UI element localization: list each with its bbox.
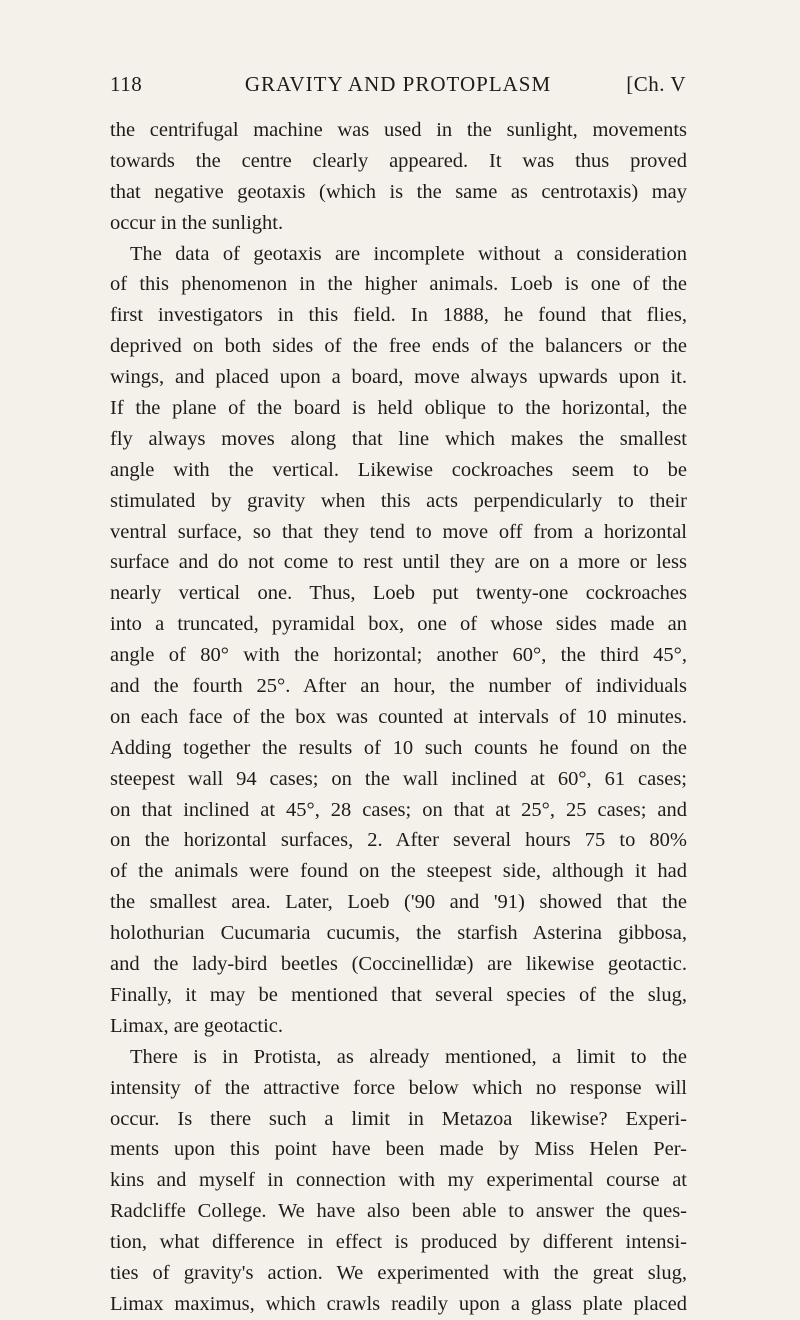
text-line: stimulated by gravity when this acts perpendicularly to their bbox=[110, 489, 687, 512]
text-line: holothurian Cucumaria cucumis, the starfish Asterina gibbosa, bbox=[110, 922, 687, 945]
text-line: ties of gravity's action. We experimented with the great slug, bbox=[110, 1261, 687, 1284]
text-line: fly always moves along that line which makes the smallest bbox=[110, 427, 687, 450]
running-head bbox=[110, 72, 686, 102]
text-line: occur. Is there such a limit in Metazoa likewise? Experi- bbox=[110, 1107, 687, 1130]
text-line: If the plane of the board is held oblique to the horizontal, the bbox=[110, 397, 687, 420]
text-line: Adding together the results of 10 such counts he found on the bbox=[110, 736, 687, 759]
running-title: GRAVITY AND PROTOPLASM bbox=[244, 72, 552, 96]
text-line: occur in the sunlight. bbox=[110, 211, 284, 234]
text-line: on each face of the box was counted at intervals of 10 minutes. bbox=[110, 705, 687, 728]
text-line: on the horizontal surfaces, 2. After several hours 75 to 80% bbox=[110, 829, 687, 852]
text-line: tion, what difference in effect is produced by different intensi- bbox=[110, 1231, 687, 1254]
page-number: 118 bbox=[110, 72, 143, 96]
text-line: Radcliffe College. We have also been able to answer the ques- bbox=[110, 1200, 687, 1223]
text-line: that negative geotaxis (which is the same as centrotaxis) may bbox=[110, 180, 687, 203]
text-line: Limax maximus, which crawls readily upon a glass plate placed bbox=[110, 1292, 687, 1315]
text-line: ventral surface, so that they tend to move off from a horizontal bbox=[110, 520, 687, 543]
text-line: into a truncated, pyramidal box, one of whose sides made an bbox=[110, 613, 687, 636]
text-line: Limax, are geotactic. bbox=[110, 1014, 284, 1037]
chapter-label: [Ch. V bbox=[626, 72, 686, 96]
text-line: wings, and placed upon a board, move always upwards upon it. bbox=[110, 366, 687, 389]
text-line: of the animals were found on the steepest side, although it had bbox=[110, 860, 687, 883]
text-line: The data of geotaxis are incomplete without a consideration bbox=[130, 242, 687, 265]
text-line: nearly vertical one. Thus, Loeb put twenty-one cockroaches bbox=[110, 582, 687, 605]
text-line: surface and do not come to rest until they are on a more or less bbox=[110, 551, 687, 574]
text-line: towards the centre clearly appeared. It was thus proved bbox=[110, 149, 687, 172]
text-line: first investigators in this field. In 1888, he found that flies, bbox=[110, 304, 687, 327]
text-line: kins and myself in connection with my experimental course at bbox=[110, 1169, 687, 1192]
text-line: and the fourth 25°. After an hour, the number of individuals bbox=[110, 675, 687, 698]
body-text bbox=[110, 115, 687, 1320]
text-line: of this phenomenon in the higher animals. Loeb is one of the bbox=[110, 273, 687, 296]
text-line: on that inclined at 45°, 28 cases; on that at 25°, 25 cases; and bbox=[110, 798, 687, 821]
text-line: the centrifugal machine was used in the sunlight, movements bbox=[110, 119, 687, 141]
text-line: There is in Protista, as already mentioned, a limit to the bbox=[130, 1045, 687, 1068]
text-line: steepest wall 94 cases; on the wall inclined at 60°, 61 cases; bbox=[110, 767, 687, 790]
text-line: and the lady-bird beetles (Coccinellidæ) are likewise geotactic. bbox=[110, 953, 687, 976]
text-line: angle of 80° with the horizontal; another 60°, the third 45°, bbox=[110, 644, 687, 667]
text-line: the smallest area. Later, Loeb ('90 and '91) showed that the bbox=[110, 891, 687, 914]
text-line: angle with the vertical. Likewise cockroaches seem to be bbox=[110, 458, 687, 481]
text-line: intensity of the attractive force below which no response will bbox=[110, 1076, 687, 1099]
text-line: Finally, it may be mentioned that several species of the slug, bbox=[110, 983, 687, 1006]
text-line: deprived on both sides of the free ends of the balancers or the bbox=[110, 335, 687, 358]
text-line: ments upon this point have been made by Miss Helen Per- bbox=[110, 1138, 687, 1161]
